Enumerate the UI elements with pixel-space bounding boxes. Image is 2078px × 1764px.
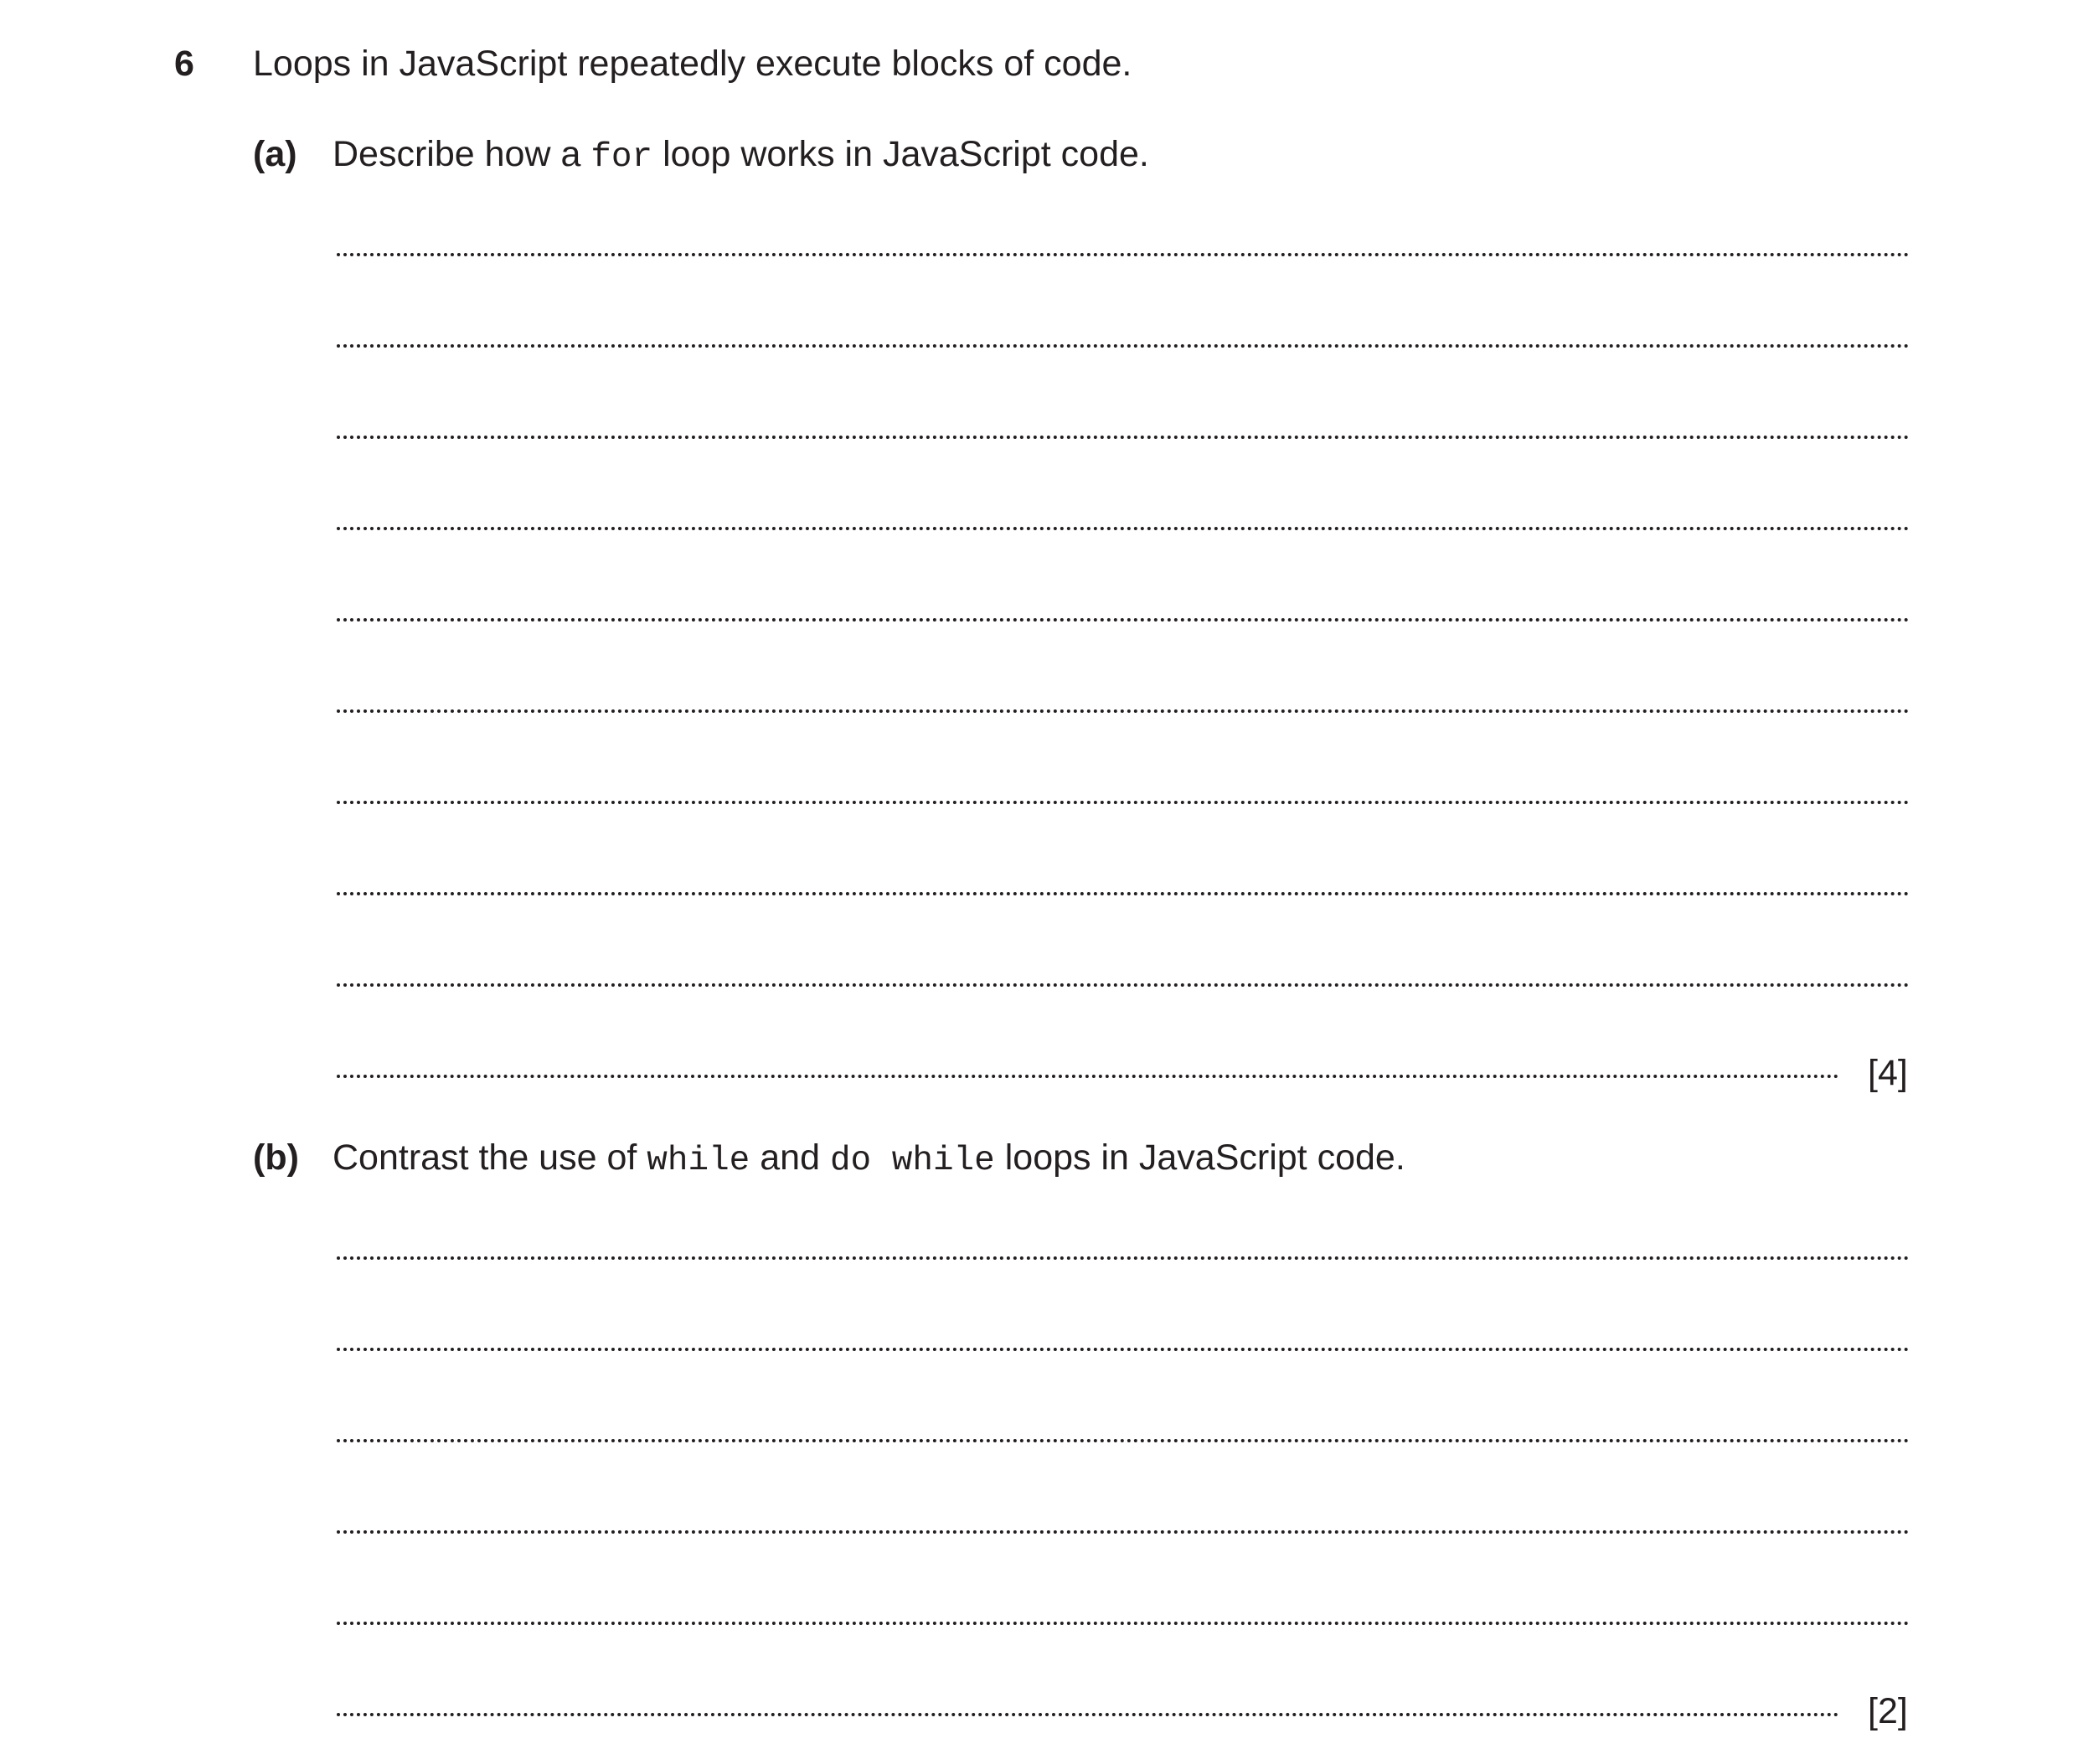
answer-line-a-9[interactable] xyxy=(337,983,1910,987)
part-b-text-after: loops in JavaScript code. xyxy=(994,1137,1405,1178)
part-a-text-before: Describe how a xyxy=(333,134,591,174)
answer-line-a-7[interactable] xyxy=(337,801,1910,804)
part-b-text-middle: and xyxy=(750,1137,830,1178)
part-b-code-do-while: do while xyxy=(829,1142,995,1180)
answer-line-b-4[interactable] xyxy=(337,1530,1910,1534)
answer-line-b-6[interactable] xyxy=(337,1713,1839,1716)
part-a-code-for: for xyxy=(590,138,653,177)
part-a-marks: [4] xyxy=(1868,1053,1908,1093)
answer-line-a-2[interactable] xyxy=(337,344,1910,348)
answer-line-a-1[interactable] xyxy=(337,253,1910,256)
answer-line-b-3[interactable] xyxy=(337,1439,1910,1442)
answer-line-a-4[interactable] xyxy=(337,527,1910,530)
answer-line-a-6[interactable] xyxy=(337,709,1910,713)
part-a-question xyxy=(333,131,1149,181)
question-stem: Loops in JavaScript repeatedly execute blocks of code. xyxy=(253,44,1132,84)
part-b-text-before: Contrast the use of xyxy=(333,1137,647,1178)
answer-line-b-2[interactable] xyxy=(337,1348,1910,1351)
answer-line-a-10[interactable] xyxy=(337,1075,1839,1078)
part-b-code-while: while xyxy=(647,1142,750,1180)
part-a-label: (a) xyxy=(253,134,297,174)
answer-line-b-1[interactable] xyxy=(337,1256,1910,1260)
question-number: 6 xyxy=(174,44,194,84)
part-b-question xyxy=(333,1134,1405,1184)
answer-line-a-3[interactable] xyxy=(337,436,1910,439)
answer-line-b-5[interactable] xyxy=(337,1622,1910,1625)
part-b-label: (b) xyxy=(253,1137,299,1178)
answer-line-a-5[interactable] xyxy=(337,618,1910,622)
part-b-marks: [2] xyxy=(1868,1691,1908,1731)
part-a-text-after: loop works in JavaScript code. xyxy=(652,134,1149,174)
answer-line-a-8[interactable] xyxy=(337,892,1910,895)
